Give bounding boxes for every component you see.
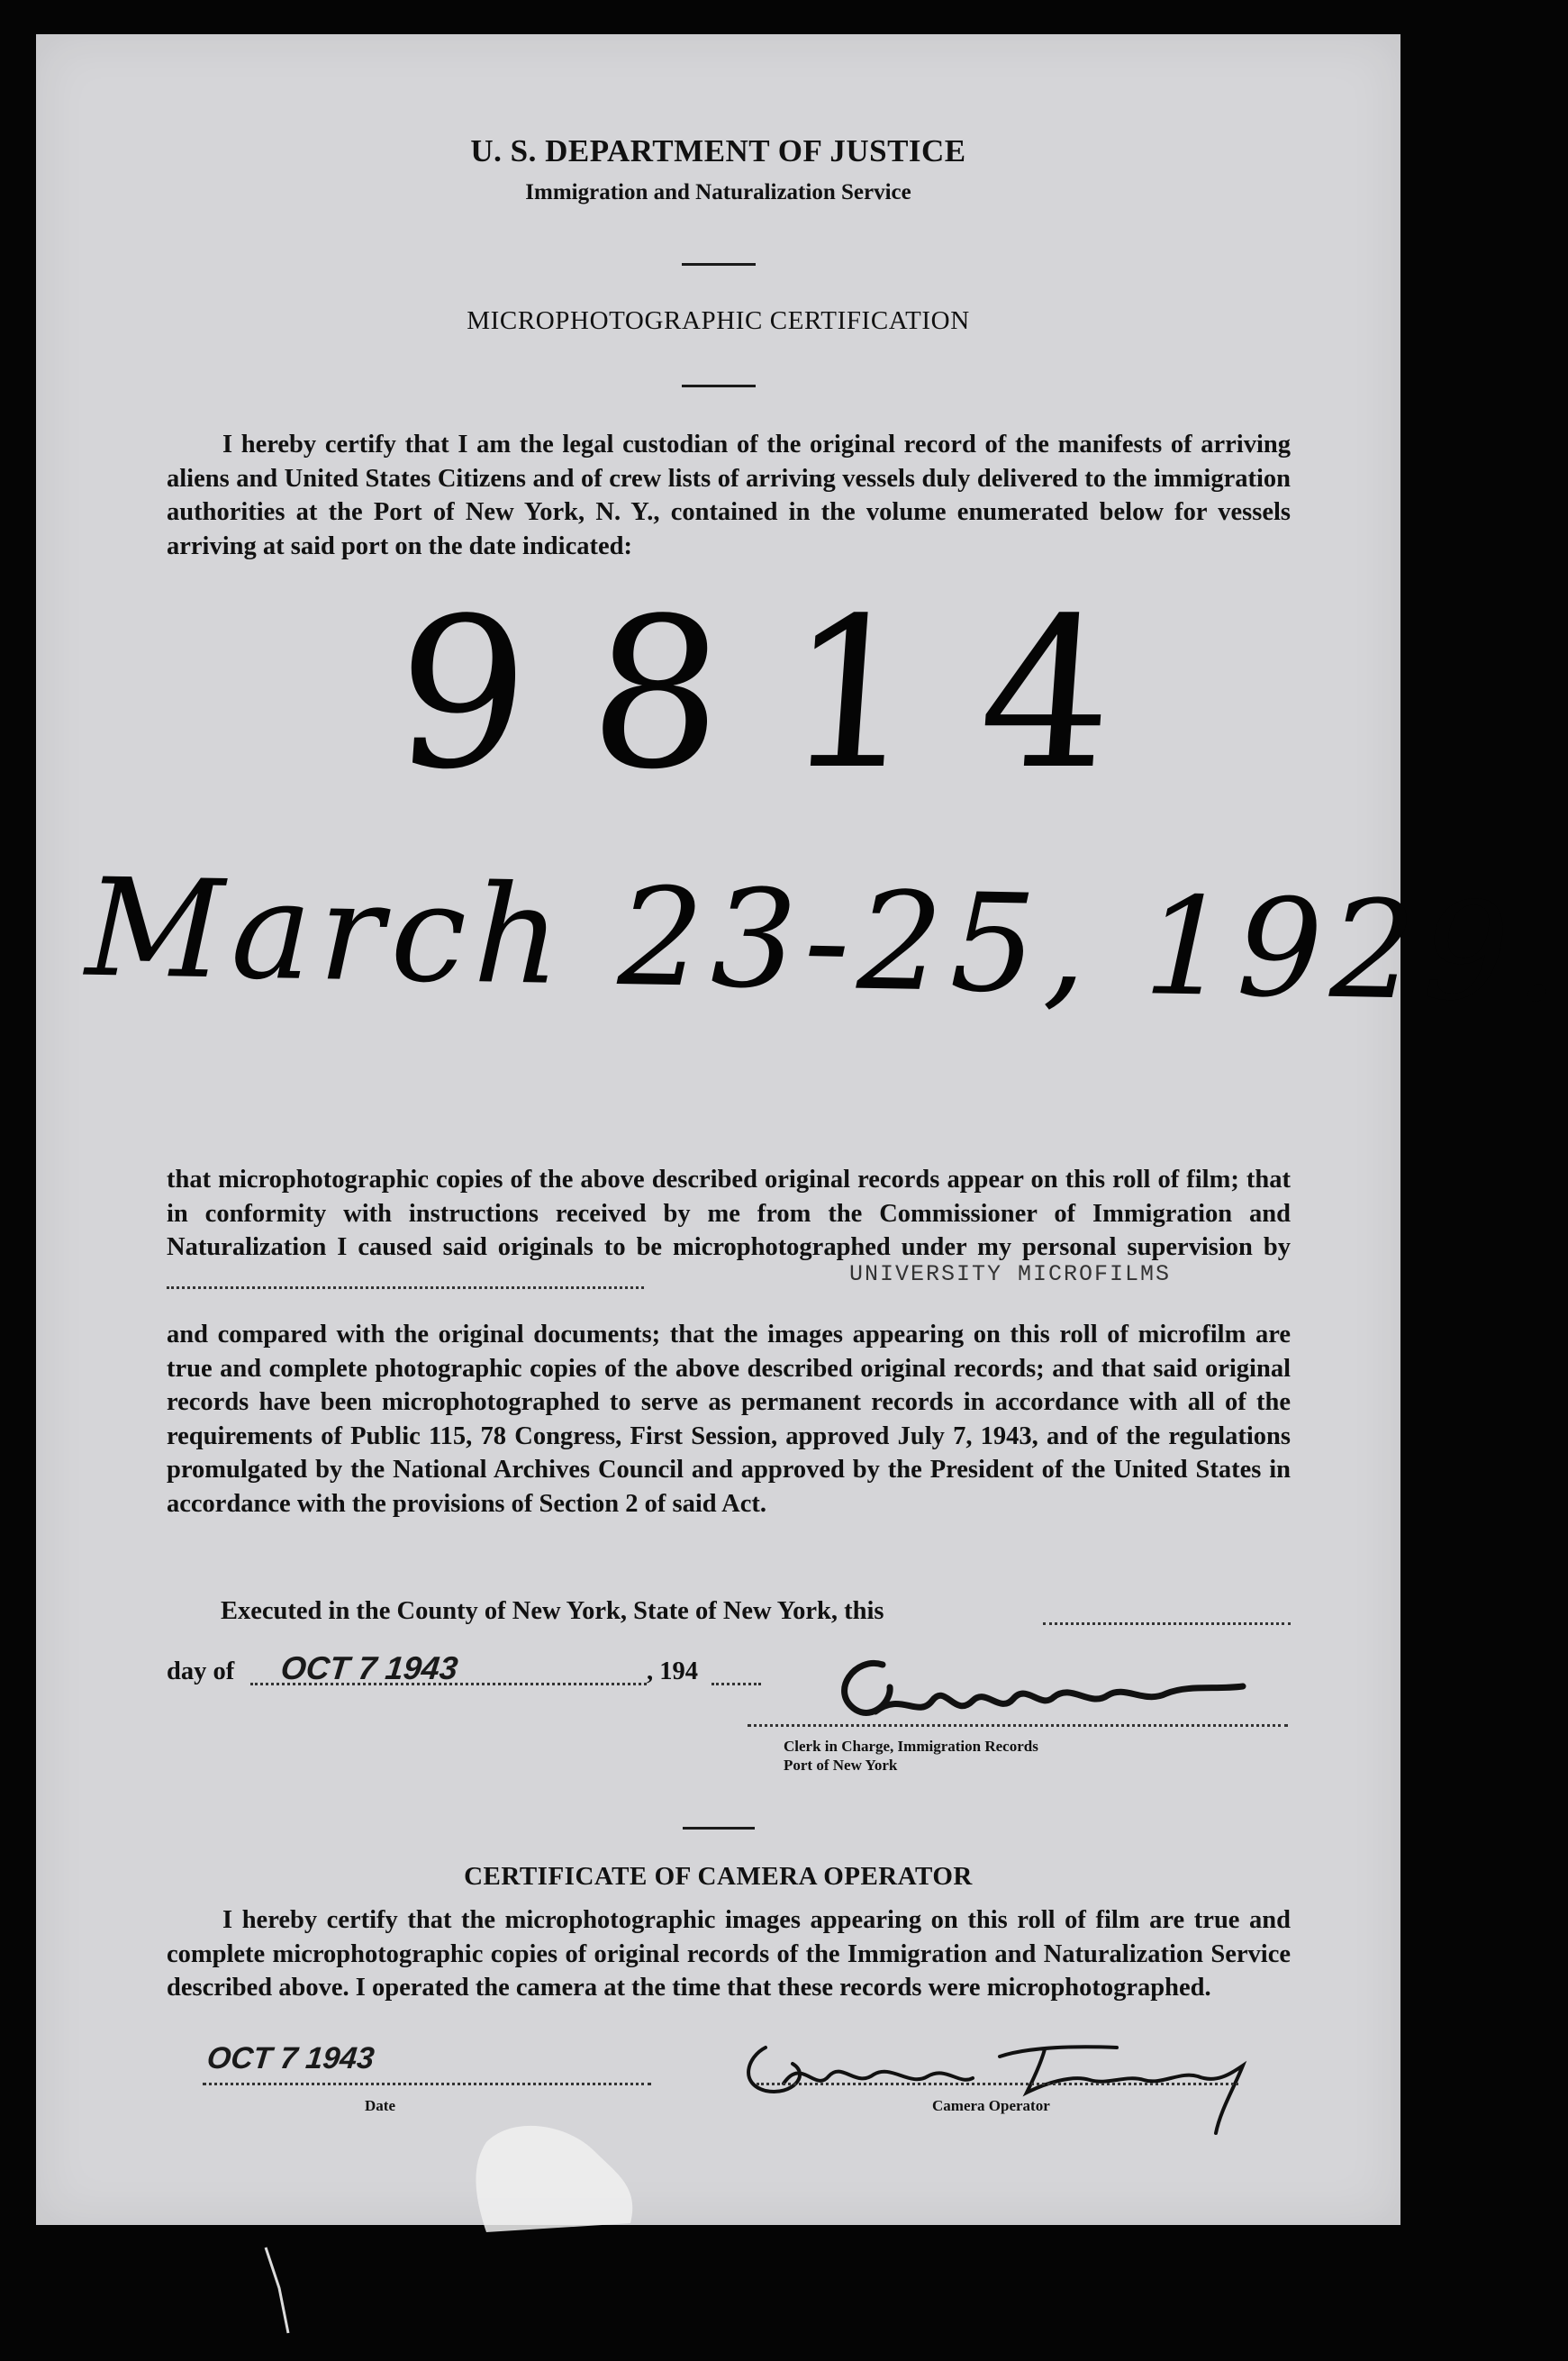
divider-rule (682, 385, 756, 387)
copies-paragraph-part2: and compared with the original documents; that the images appearing on this roll of microfilm are true and complete photographic copies of the above described original records; and that said original records have been microphotographed to serve as permanent records in accordance with all of the requirements of Public 115, 78 Congress, First Session, approved July 7, 1943, and of the regulations promulgated by the National Archives Council and approved by the President of the United States in accordance with the provisions of Section 2 of said Act. (167, 1321, 1291, 1518)
certification-title: MICROPHOTOGRAPHIC CERTIFICATION (467, 306, 970, 335)
handwritten-volume-number: 9814 (387, 575, 1184, 815)
year-dotted-line (711, 1683, 761, 1685)
paper-damage-mark (459, 2106, 657, 2232)
camera-operator-signature (730, 2020, 1288, 2138)
camera-operator-line (757, 2083, 1238, 2085)
certificate-sheet (36, 34, 1568, 2225)
divider-rule (682, 263, 756, 266)
handwritten-date-range: March 23-25, 1929. (84, 849, 1568, 1033)
department-title: U. S. DEPARTMENT OF JUSTICE (470, 133, 966, 168)
camera-date-line (203, 2083, 651, 2085)
service-subtitle: Immigration and Naturalization Service (525, 180, 911, 204)
execution-text: Executed in the County of New York, State of New York, this (221, 1597, 884, 1625)
camera-date-stamp: OCT 7 1943 (205, 2041, 376, 2075)
clerk-signature (820, 1638, 1288, 1737)
clerk-signature-line (748, 1724, 1288, 1727)
execution-date-stamp: OCT 7 1943 (278, 1649, 460, 1686)
camera-operator-heading: CERTIFICATE OF CAMERA OPERATOR (464, 1862, 973, 1891)
year-prefix: , 194 (647, 1657, 698, 1685)
clerk-title-line1: Clerk in Charge, Immigration Records (784, 1738, 1038, 1755)
supervisor-stamp: UNIVERSITY MICROFILMS (849, 1261, 1172, 1287)
supervisor-dotted-line (167, 1270, 644, 1289)
custodian-paragraph: I hereby certify that I am the legal custodian of the original record of the manifests of arriving aliens and United States Citizens and of crew lists of arriving vessels duly delivered to the immigration authorities at the Port of New York, N. Y., contained in the volume enumerated below for vessels arriving at said port on the date indicated: (167, 431, 1291, 560)
execution-dotted-line (1043, 1622, 1291, 1625)
day-of-label: day of (167, 1657, 235, 1685)
date-label: Date (365, 2097, 395, 2114)
copies-paragraph-text: that microphotographic copies of the above described original records appear on this roll of film; that in conformity with instructions received by me from the Commissioner of Immigration and Naturalization I caused said originals to be microphotographed under my personal supervision by (167, 1166, 1291, 1261)
clerk-title-line2: Port of New York (784, 1757, 898, 1774)
camera-operator-paragraph: I hereby certify that the microphotographic images appearing on this roll of film are true and complete microphotographic copies of original records of the Immigration and Naturalization Service described above. I operated the camera at the time that these records were microphotographed. (167, 1906, 1291, 2002)
camera-operator-label: Camera Operator (932, 2097, 1050, 2114)
film-edge-mark (261, 2243, 315, 2342)
divider-rule (683, 1827, 755, 1830)
